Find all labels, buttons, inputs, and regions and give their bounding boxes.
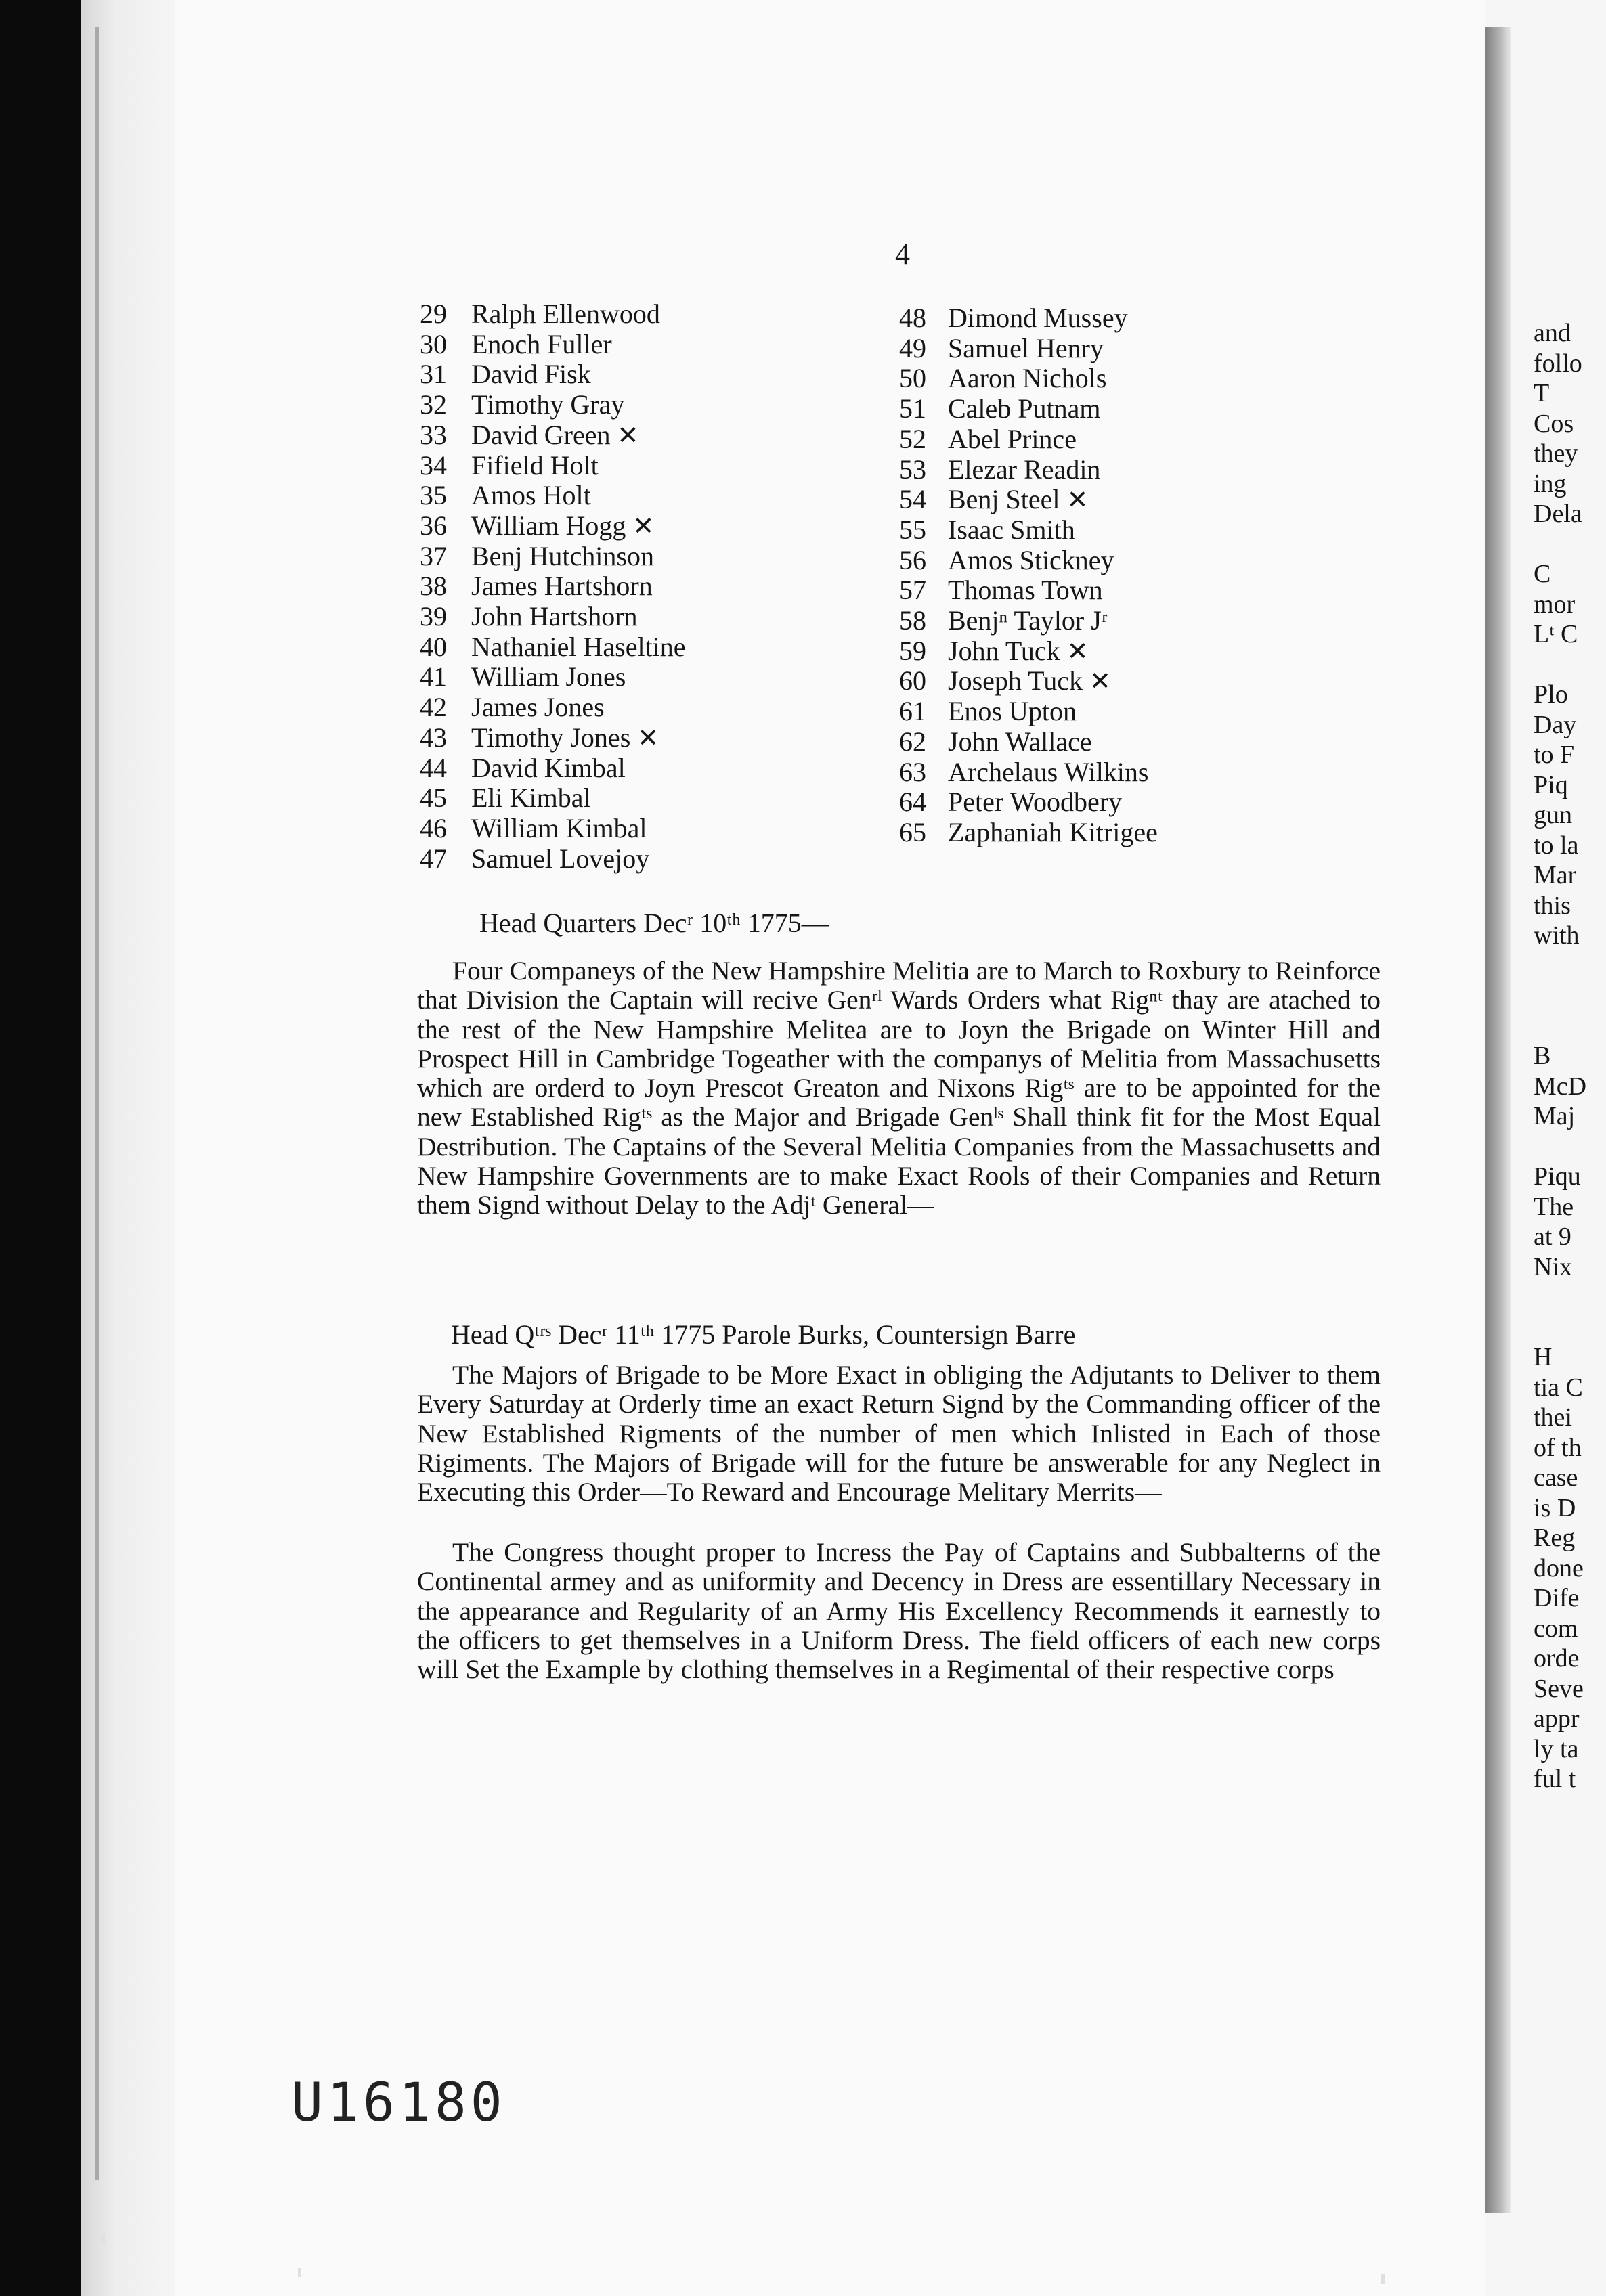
roster-name: James Jones <box>471 692 605 723</box>
binding-gutter <box>1485 27 1511 2213</box>
roster-number: 43 <box>420 722 447 753</box>
roster-name: Dimond Mussey <box>948 303 1128 333</box>
section-heading-parole: Head Qᵗʳˢ Decʳ 11ᵗʰ 1775 Parole Burks, Countersign Barre <box>451 1319 1076 1350</box>
roster-entry <box>420 481 686 511</box>
roster-entry <box>899 334 1158 364</box>
facing-page-fragment: Maj <box>1534 1102 1576 1130</box>
roster-name: Aaron Nichols <box>948 363 1107 394</box>
roster-entry <box>899 787 1158 818</box>
facing-page-fragment: Mar <box>1534 861 1577 889</box>
roster-number: 48 <box>899 303 926 333</box>
facing-page-fragment: tia C <box>1534 1373 1583 1402</box>
scan-speck <box>298 2268 301 2277</box>
roster-entry <box>899 394 1158 424</box>
roster-number: 37 <box>420 540 447 571</box>
roster-name: Samuel Henry <box>948 332 1104 363</box>
roster-entry <box>420 783 686 814</box>
facing-page-fragment: C <box>1534 560 1551 588</box>
roster-entry <box>899 485 1158 515</box>
roster-entry <box>899 757 1158 788</box>
roster-name: David Green <box>471 419 611 450</box>
roster-name: Fifield Holt <box>471 449 599 481</box>
roster-name: Isaac Smith <box>948 514 1075 545</box>
roster-name: Zaphaniah Kitrigee <box>948 816 1158 847</box>
scan-speck <box>102 2234 105 2243</box>
roster-number: 33 <box>420 419 447 450</box>
roster-number: 39 <box>420 601 447 632</box>
roster-name: William Hogg <box>471 510 626 541</box>
roster-number: 63 <box>899 756 926 787</box>
roster-name: Elezar Readin <box>948 454 1101 485</box>
roster-name: Enos Upton <box>948 696 1077 727</box>
roster-entry <box>420 451 686 481</box>
roster-number: 42 <box>420 692 447 723</box>
page-number: 4 <box>895 238 910 271</box>
cross-mark-icon: ✕ <box>1066 485 1089 515</box>
facing-page-fragment <box>1534 1282 1586 1312</box>
facing-page-fragment: follo <box>1534 349 1582 378</box>
cross-mark-icon: ✕ <box>1089 666 1111 697</box>
facing-page-fragment <box>1534 1132 1586 1162</box>
roster-entry <box>420 299 686 330</box>
roster-number: 46 <box>420 812 447 843</box>
section-heading: Head Quarters Decʳ 10ᵗʰ 1775— <box>479 908 829 938</box>
facing-page-fragment: with <box>1534 921 1580 950</box>
roster-column-left <box>420 299 686 874</box>
roster-entry <box>420 542 686 572</box>
roster-name: David Fisk <box>471 359 591 390</box>
roster-column-right <box>899 303 1158 848</box>
roster-name: Ralph Ellenwood <box>471 299 660 329</box>
roster-name: Archelaus Wilkins <box>948 756 1149 787</box>
roster-number: 53 <box>899 454 926 485</box>
roster-entry <box>899 546 1158 576</box>
roster-name: Peter Woodbery <box>948 787 1123 818</box>
roster-name: David Kimbal <box>471 752 626 783</box>
facing-page-fragment <box>1534 1312 1586 1343</box>
roster-number: 54 <box>899 484 926 515</box>
facing-page-fragment: ly ta <box>1534 1734 1579 1763</box>
facing-page-fragment <box>1534 951 1586 981</box>
roster-name: Enoch Fuller <box>471 328 612 359</box>
binding-crease <box>95 27 99 2180</box>
roster-number: 30 <box>420 328 447 359</box>
roster-entry <box>420 632 686 663</box>
facing-page-fragment: ing <box>1534 469 1567 498</box>
roster-number: 31 <box>420 359 447 390</box>
facing-page-fragment: to la <box>1534 831 1579 860</box>
order-paragraph: The Majors of Brigade to be More Exact in obliging the Adjutants to Deliver to them Every Saturday at Orderly time an exact Return Signd by the Commanding officer of the New Established Rigments of the number of men which Inlisted in Each of those Rigiments. The Majors of Brigade will for the future be answerable for any Neglect in Executing this Order—To Reward and Encourage Melitary Merrits— <box>417 1360 1381 1507</box>
facing-page <box>1485 0 1606 2296</box>
roster-entry <box>899 666 1158 697</box>
roster-name: Thomas Town <box>948 575 1103 606</box>
facing-page-fragment: Dife <box>1534 1584 1580 1612</box>
roster-name: Amos Stickney <box>948 544 1114 575</box>
facing-page-text <box>1534 318 1586 1794</box>
roster-entry <box>420 753 686 784</box>
roster-entry <box>420 571 686 602</box>
facing-page-fragment: they <box>1534 439 1578 468</box>
facing-page-fragment: thei <box>1534 1403 1572 1432</box>
roster-number: 52 <box>899 423 926 454</box>
roster-name: John Tuck <box>948 635 1060 666</box>
facing-page-fragment: Dela <box>1534 500 1582 528</box>
roster-entry <box>420 814 686 844</box>
facing-page-fragment: Day <box>1534 710 1577 739</box>
facing-page-fragment: of th <box>1534 1433 1582 1462</box>
roster-entry <box>899 515 1158 546</box>
roster-number: 56 <box>899 544 926 575</box>
roster-entry <box>899 363 1158 394</box>
facing-page-fragment: The <box>1534 1192 1574 1221</box>
roster-name: Benj Steel <box>948 484 1060 515</box>
facing-page-fragment <box>1534 981 1586 1011</box>
cross-mark-icon: ✕ <box>617 420 639 450</box>
roster-number: 62 <box>899 726 926 757</box>
roster-number: 34 <box>420 449 447 481</box>
roster-number: 65 <box>899 816 926 847</box>
roster-name: William Kimbal <box>471 812 647 843</box>
archive-stamp: U16180 <box>291 2073 506 2134</box>
facing-page-fragment: Seve <box>1534 1674 1584 1703</box>
roster-number: 58 <box>899 605 926 636</box>
roster-name: John Wallace <box>948 726 1092 757</box>
order-paragraph: Four Companeys of the New Hampshire Melitia are to March to Roxbury to Reinforce that Division the Captain will recive Genʳˡ Wards Orders what Rigⁿᵗ thay are atached to the rest of the New Hampshire Melitea are to Joyn the Brigade on Winter Hill and Prospect Hill in Cambridge Togeather with the companys of Melitia from Massachusetts which are orderd to Joyn Prescot Greaton and Nixons Rigᵗˢ are to be appointed for the new Established Rigᵗˢ as the Major and Brigade Genˡˢ Shall think fit for the Most Equal Destribution. The Captains of the Several Melitia Companies from the Massachusetts and New Hampshire Governments are to make Exact Rools of their Companies and Return them Signd without Delay to the Adjᵗ General— <box>417 956 1381 1220</box>
roster-entry <box>899 455 1158 485</box>
roster-name: John Hartshorn <box>471 601 638 632</box>
facing-page-fragment: H <box>1534 1343 1553 1371</box>
facing-page-fragment: Plo <box>1534 680 1568 709</box>
roster-number: 59 <box>899 635 926 666</box>
facing-page-fragment: McD <box>1534 1072 1587 1101</box>
roster-number: 45 <box>420 782 447 814</box>
facing-page-fragment: Piq <box>1534 770 1568 799</box>
roster-number: 41 <box>420 661 447 692</box>
roster-entry <box>420 602 686 632</box>
facing-page-fragment: gun <box>1534 801 1572 829</box>
roster-entry <box>899 727 1158 757</box>
roster-name: Abel Prince <box>948 423 1077 454</box>
roster-name: Caleb Putnam <box>948 393 1101 424</box>
facing-page-fragment: Cos <box>1534 409 1574 438</box>
roster-number: 47 <box>420 843 447 874</box>
roster-entry <box>420 692 686 723</box>
roster-entry <box>420 359 686 390</box>
roster-entry <box>899 636 1158 667</box>
roster-entry <box>899 818 1158 848</box>
left-page-edge <box>81 0 183 2296</box>
roster-entry <box>420 420 686 451</box>
roster-entry <box>899 303 1158 334</box>
facing-page-fragment <box>1534 1011 1586 1042</box>
facing-page-fragment: done <box>1534 1553 1584 1583</box>
facing-page-fragment: Lᵗ C <box>1534 620 1578 648</box>
roster-name: Samuel Lovejoy <box>471 843 650 874</box>
facing-page-fragment <box>1534 529 1586 560</box>
facing-page-fragment: is D <box>1534 1493 1576 1522</box>
facing-page-fragment: this <box>1534 891 1571 920</box>
roster-name: Timothy Gray <box>471 389 625 420</box>
roster-number: 50 <box>899 363 926 394</box>
roster-name: Joseph Tuck <box>948 665 1083 697</box>
roster-entry <box>420 330 686 360</box>
roster-number: 60 <box>899 665 926 697</box>
facing-page-fragment: B <box>1534 1042 1551 1070</box>
facing-page-fragment: orde <box>1534 1644 1580 1673</box>
facing-page-fragment: T <box>1534 379 1550 407</box>
facing-page-fragment: to F <box>1534 741 1575 769</box>
roster-number: 55 <box>899 514 926 545</box>
facing-page-fragment: and <box>1534 319 1571 347</box>
roster-number: 49 <box>899 332 926 363</box>
roster-entry <box>899 697 1158 727</box>
roster-entry <box>899 575 1158 606</box>
cross-mark-icon: ✕ <box>637 722 659 753</box>
roster-name: Timothy Jones <box>471 722 631 753</box>
cross-mark-icon: ✕ <box>1066 636 1089 666</box>
scan-speck <box>1381 2274 1385 2284</box>
facing-page-fragment: ful t <box>1534 1765 1576 1793</box>
cross-mark-icon: ✕ <box>632 510 655 541</box>
roster-name: William Jones <box>471 661 626 692</box>
roster-entry <box>420 723 686 753</box>
roster-number: 40 <box>420 631 447 662</box>
roster-entry <box>420 844 686 875</box>
facing-page-fragment: mor <box>1534 590 1576 619</box>
roster-number: 36 <box>420 510 447 541</box>
roster-name: Benjⁿ Taylor Jʳ <box>948 605 1108 636</box>
roster-name: James Hartshorn <box>471 571 653 602</box>
roster-number: 38 <box>420 571 447 602</box>
roster-name: Eli Kimbal <box>471 782 591 814</box>
roster-number: 61 <box>899 696 926 727</box>
roster-entry <box>420 390 686 420</box>
facing-page-fragment: at 9 <box>1534 1222 1571 1251</box>
roster-number: 29 <box>420 299 447 329</box>
roster-number: 57 <box>899 575 926 606</box>
roster-number: 44 <box>420 752 447 783</box>
roster-entry <box>420 662 686 692</box>
roster-entry <box>899 424 1158 455</box>
roster-entry <box>420 511 686 542</box>
roster-number: 64 <box>899 787 926 818</box>
roster-entry <box>899 606 1158 636</box>
facing-page-fragment <box>1534 650 1586 680</box>
facing-page-fragment: com <box>1534 1614 1578 1643</box>
roster-number: 51 <box>899 393 926 424</box>
roster-name: Benj Hutchinson <box>471 540 654 571</box>
facing-page-fragment: Nix <box>1534 1252 1572 1281</box>
order-paragraph: The Congress thought proper to Incress the Pay of Captains and Subbalterns of the Continental armey and as uniformity and Decency in Dress are essentillary Necessary in the appearance and Regularity of an Army His Excellency Recommends it earnestly to the officers to get themselves in a Uniform Dress. The field officers of each new corps will Set the Example by clothing themselves in a Regimental of their respective corps <box>417 1537 1381 1685</box>
roster-number: 32 <box>420 389 447 420</box>
roster-number: 35 <box>420 480 447 511</box>
roster-name: Nathaniel Haseltine <box>471 631 686 662</box>
facing-page-fragment: case <box>1534 1463 1578 1492</box>
facing-page-fragment: Reg <box>1534 1524 1576 1552</box>
facing-page-fragment: appr <box>1534 1704 1580 1733</box>
roster-name: Amos Holt <box>471 480 591 511</box>
facing-page-fragment: Piqu <box>1534 1162 1581 1191</box>
